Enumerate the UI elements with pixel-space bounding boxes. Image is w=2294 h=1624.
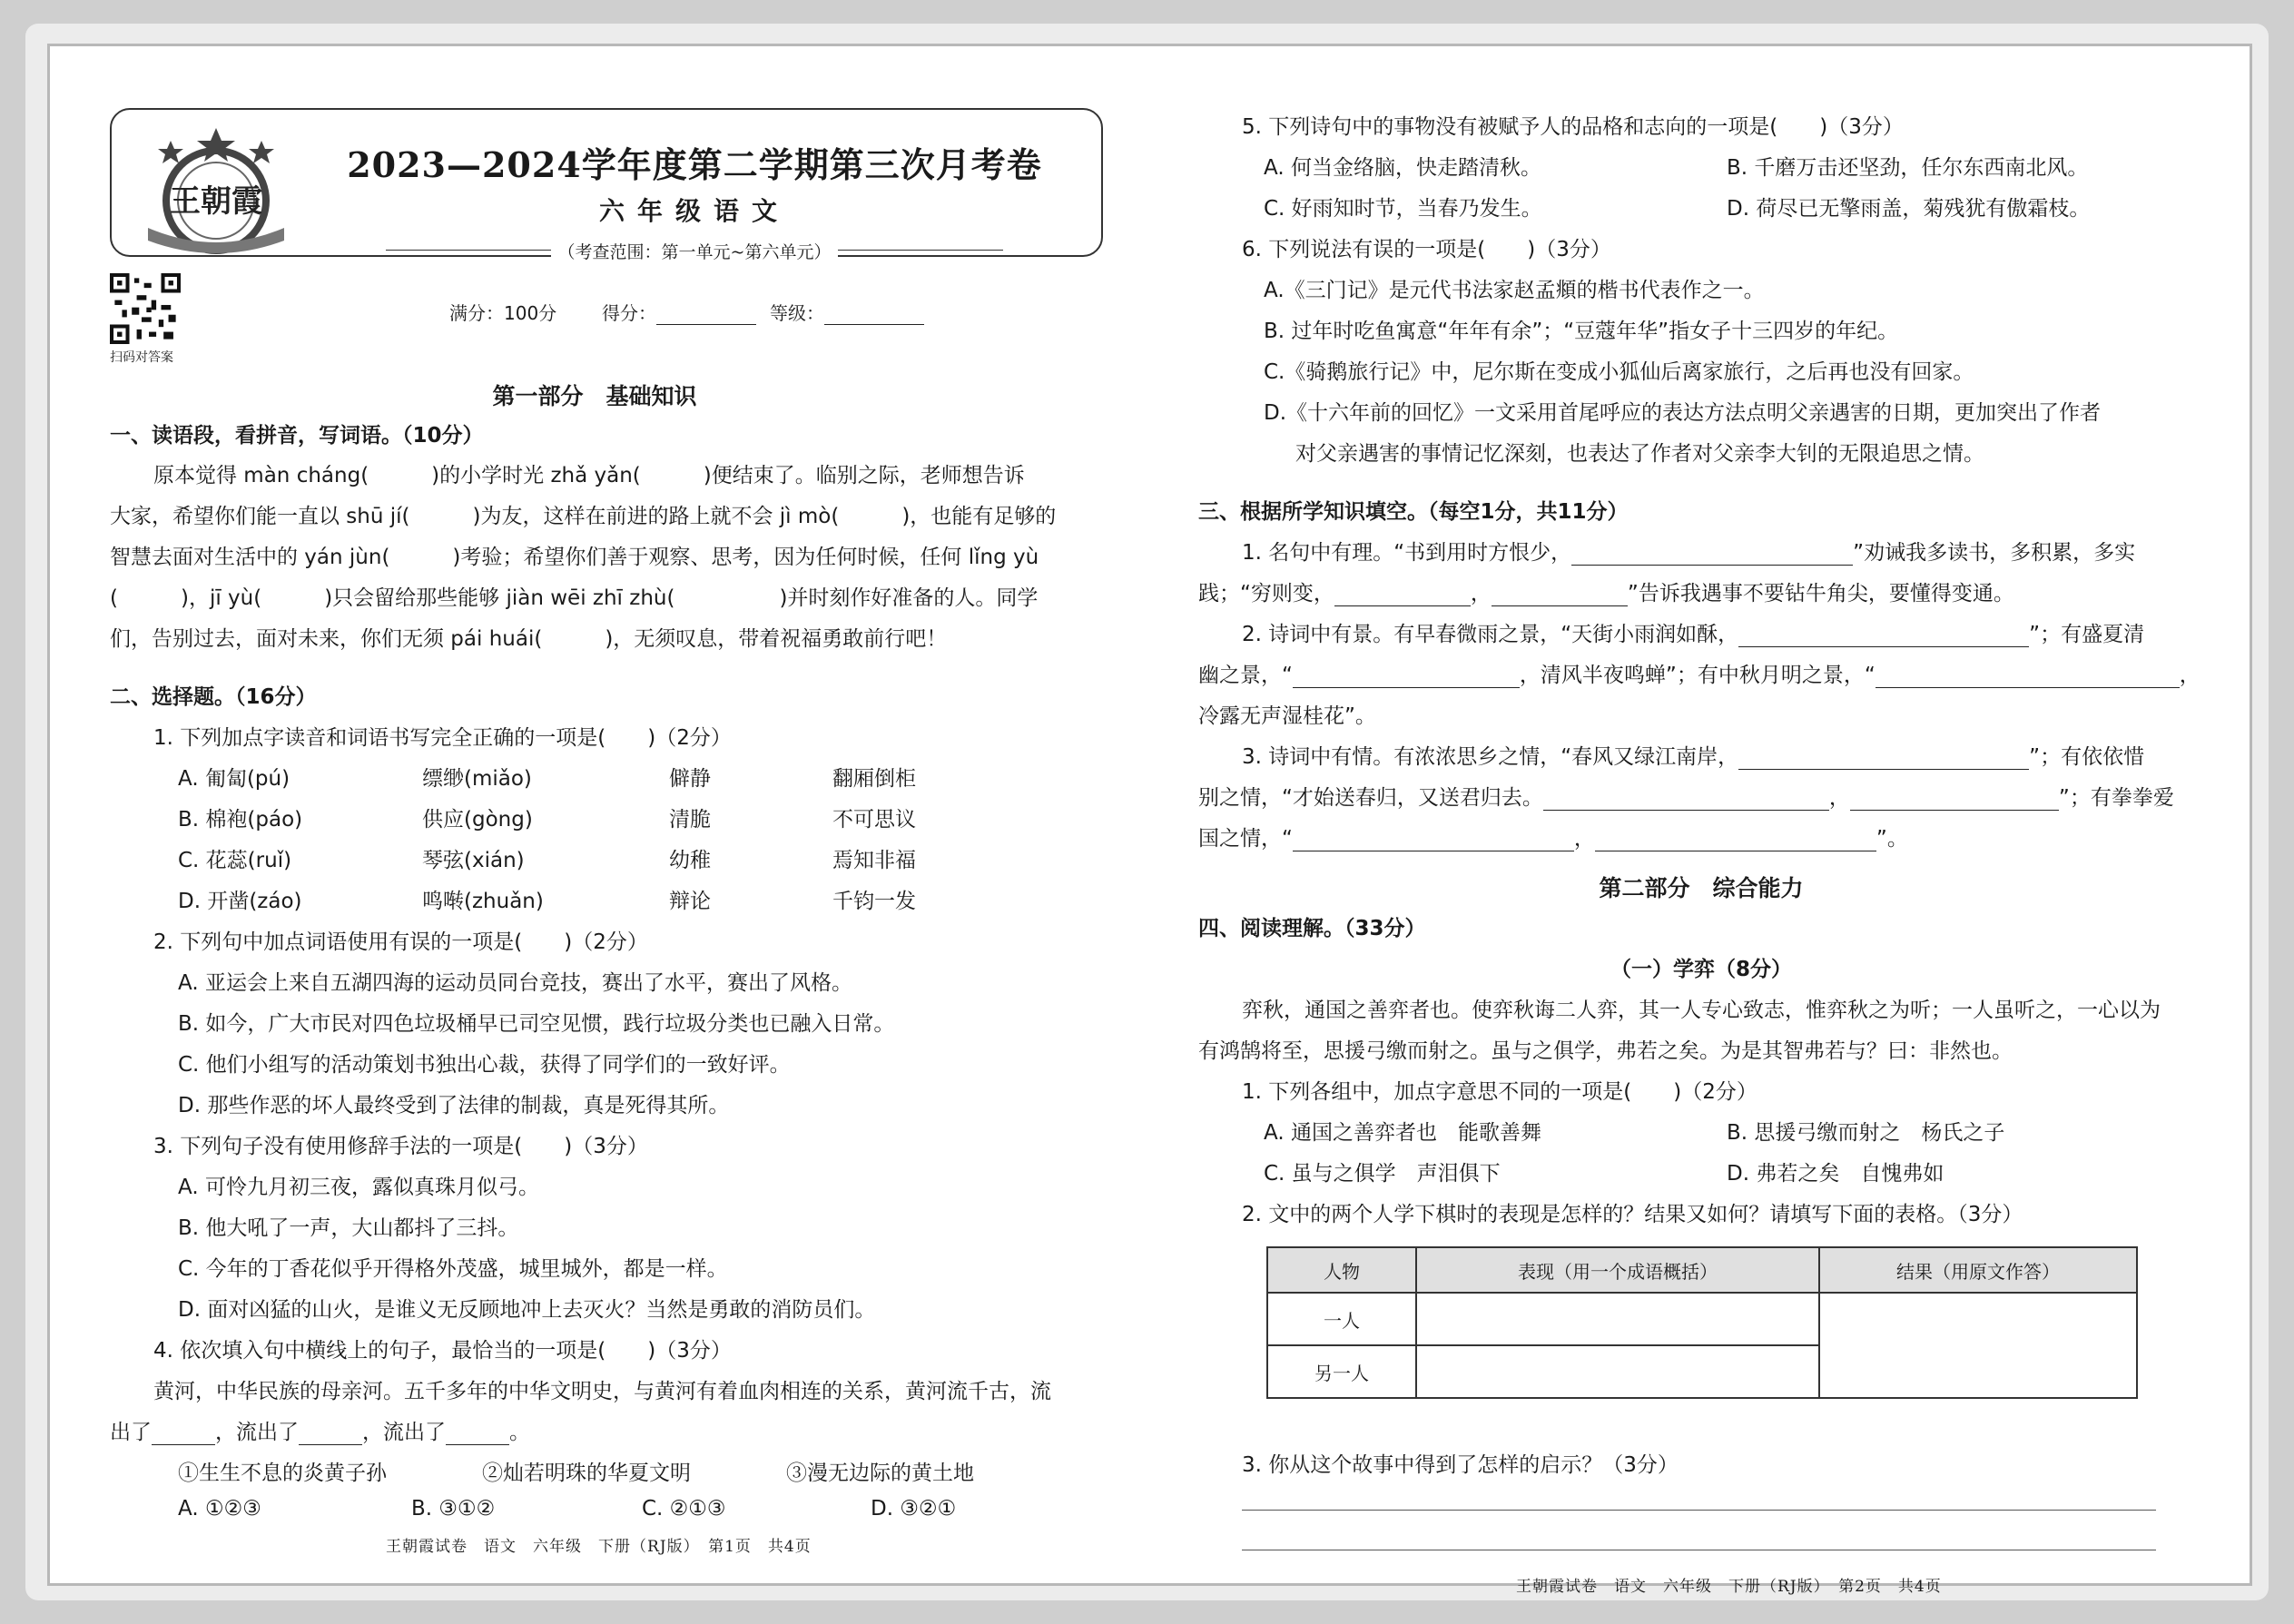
q1-option-a-2: 缥缈(miǎo) xyxy=(422,767,532,791)
q4-choice-b: B. ③①② xyxy=(411,1497,496,1521)
q1-option-d-3: 辩论 xyxy=(669,890,711,913)
q4-text-2: 出了 ，流出了 ，流出了 。 xyxy=(110,1421,530,1444)
exam-subtitle: 六年级语文 xyxy=(598,196,790,226)
fill-2-line-3: 冷露无声湿桂花”。 xyxy=(1198,704,1376,728)
q6-option-b: B. 过年时吃鱼寓意“年年有余”；“豆蔻年华”指女子十三四岁的年纪。 xyxy=(1264,320,1899,343)
q5-option-c: C. 好雨知时节，当春乃发生。 xyxy=(1264,197,1542,221)
exam-scope: （考查范围：第一单元~第六单元） xyxy=(295,239,1094,263)
fill-3-line-1: 3. 诗词中有情。有浓浓思乡之情，“春风又绿江南岸， ”；有依依惜 xyxy=(1242,745,2145,769)
pinyin-line-4: ( )，jī yù( )只会留给那些能够 jiàn wēi zhī zhù( )并时刻作好准备的人。同学 xyxy=(110,586,1039,610)
answer-table xyxy=(1266,1246,2138,1399)
grade-label: 等级： xyxy=(770,299,924,325)
question-1: 1. 下列加点字读音和词语书写完全正确的一项是( )（2分） xyxy=(153,726,732,750)
q1-option-c-1: C. 花蕊(ruǐ) xyxy=(178,849,292,872)
question-2: 2. 下列句中加点词语使用有误的一项是( )（2分） xyxy=(153,930,648,954)
question-4: 4. 依次填入句中横线上的句子，最恰当的一项是( )（3分） xyxy=(153,1339,732,1363)
rq1-option-a: A. 通国之善弈者也 能歌善舞 xyxy=(1264,1121,1541,1145)
q1-option-b-2: 供应(gòng) xyxy=(422,808,533,832)
reading-question-2: 2. 文中的两个人学下棋时的表现是怎样的？结果又如何？请填写下面的表格。（3分） xyxy=(1242,1203,2023,1226)
q4-option-1: ①生生不息的炎黄子孙 xyxy=(178,1462,387,1485)
question-5: 5. 下列诗句中的事物没有被赋予人的品格和志向的一项是( )（3分） xyxy=(1242,115,1904,139)
q1-option-a-4: 翻厢倒柜 xyxy=(832,767,916,791)
table-row-label-2: 另一人 xyxy=(1267,1345,1416,1398)
table-cell-result[interactable] xyxy=(1819,1293,2137,1398)
q3-option-b: B. 他大吼了一声，大山都抖了三抖。 xyxy=(178,1216,519,1240)
fill-2-line-1: 2. 诗词中有景。有早春微雨之景，“天街小雨润如酥， ”；有盛夏清 xyxy=(1242,623,2145,646)
q6-option-c: C.《骑鹅旅行记》中，尼尔斯在变成小狐仙后离家旅行，之后再也没有回家。 xyxy=(1264,360,1974,384)
rq1-option-b: B. 思援弓缴而射之 杨氏之子 xyxy=(1727,1121,2005,1145)
rq1-option-d: D. 弗若之矣 自愧弗如 xyxy=(1727,1162,1944,1186)
table-row-label-1: 一人 xyxy=(1267,1293,1416,1345)
table-cell-performance-2[interactable] xyxy=(1416,1345,1819,1398)
table-header-result: 结果（用原文作答） xyxy=(1819,1247,2137,1293)
q1-option-d-1: D. 开凿(záo) xyxy=(178,890,302,913)
score-label: 得分： xyxy=(602,299,756,325)
q3-option-c: C. 今年的丁香花似乎开得格外茂盛，城里城外，都是一样。 xyxy=(178,1257,728,1281)
reading1-title: （一）学弈（8分） xyxy=(1610,958,1792,981)
q2-option-a: A. 亚运会上来自五湖四海的运动员同台竞技，赛出了水平，赛出了风格。 xyxy=(178,971,852,995)
q1-option-b-1: B. 棉袍(páo) xyxy=(178,808,303,832)
q3-option-a: A. 可怜九月初三夜，露似真珠月似弓。 xyxy=(178,1176,539,1199)
qr-label: 扫码对答案 xyxy=(110,350,173,365)
table-header-person: 人物 xyxy=(1267,1247,1416,1293)
qr-code-icon xyxy=(110,273,181,344)
fill-2-line-2: 幽之景，“ ，清风半夜鸣蝉”；有中秋月明之景，“ ， xyxy=(1198,664,2200,687)
reading1-text-2: 有鸿鹄将至，思援弓缴而射之。虽与之俱学，弗若之矣。为是其智弗若与？曰：非然也。 xyxy=(1198,1039,2013,1063)
q4-choice-d: D. ③②① xyxy=(871,1497,957,1521)
svg-text:王朝霞: 王朝霞 xyxy=(170,183,262,220)
q6-option-d-2: 对父亲遇害的事情记忆深刻，也表达了作者对父亲李大钊的无限追思之情。 xyxy=(1295,442,1984,466)
logo-seal-icon xyxy=(130,121,302,257)
pinyin-line-5: 们，告别过去，面对未来，你们无须 pái huái( )，无须叹息，带着祝福勇敢前行吧！ xyxy=(110,627,948,651)
answer-line-1[interactable] xyxy=(1242,1510,2156,1511)
q5-option-b: B. 千磨万击还坚劲，任尔东西南北风。 xyxy=(1727,156,2089,180)
footer-page-1: 王朝霞试卷 语文 六年级 下册（RJ版） 第1页 共4页 xyxy=(386,1538,812,1556)
q1-option-d-2: 鸣啭(zhuǎn) xyxy=(422,890,544,913)
q1-option-c-3: 幼稚 xyxy=(669,849,711,872)
page-1 xyxy=(50,46,1139,1583)
page-2 xyxy=(1153,46,2250,1596)
q1-option-b-3: 清脆 xyxy=(669,808,711,832)
q2-option-d: D. 那些作恶的坏人最终受到了法律的制裁，真是死得其所。 xyxy=(178,1094,730,1117)
section1-heading: 一、读语段，看拼音，写词语。（10分） xyxy=(110,424,484,448)
pinyin-line-3: 智慧去面对生活中的 yán jùn( )考验；希望你们善于观察、思考，因为任何时候，任何 lǐng yù xyxy=(110,546,1039,569)
q1-option-a-3: 僻静 xyxy=(669,767,711,791)
fill-1-line-1: 1. 名句中有理。“书到用时方恨少， ”劝诫我多读书，多积累，多实 xyxy=(1242,541,2136,565)
q1-option-c-4: 焉知非福 xyxy=(832,849,916,872)
q1-option-b-4: 不可思议 xyxy=(832,808,916,832)
section3-heading: 三、根据所学知识填空。（每空1分，共11分） xyxy=(1198,500,1629,524)
q1-option-c-2: 琴弦(xián) xyxy=(422,849,525,872)
q4-text-1: 黄河，中华民族的母亲河。五千多年的中华文明史，与黄河有着血肉相连的关系，黄河流千古，流 xyxy=(153,1380,1051,1403)
q6-option-a: A.《三门记》是元代书法家赵孟頫的楷书代表作之一。 xyxy=(1264,279,1765,302)
q5-option-d: D. 荷尽已无擎雨盖，菊残犹有傲霜枝。 xyxy=(1727,197,2091,221)
table-header-performance: 表现（用一个成语概括） xyxy=(1416,1247,1819,1293)
q3-option-d: D. 面对凶猛的山火，是谁义无反顾地冲上去灭火？当然是勇敢的消防员们。 xyxy=(178,1298,876,1322)
section4-heading: 四、阅读理解。（33分） xyxy=(1198,917,1426,940)
part1-heading: 第一部分 基础知识 xyxy=(492,383,697,409)
q2-option-b: B. 如今，广大市民对四色垃圾桶早已司空见惯，践行垃圾分类也已融入日常。 xyxy=(178,1012,895,1036)
table-cell-performance-1[interactable] xyxy=(1416,1293,1819,1345)
exam-paper xyxy=(47,44,2252,1596)
reading1-text-1: 弈秋，通国之善弈者也。使弈秋诲二人弈，其一人专心致志，惟弈秋之为听；一人虽听之，一心以为 xyxy=(1242,999,2161,1022)
q5-option-a: A. 何当金络脑，快走踏清秋。 xyxy=(1264,156,1541,180)
rq1-option-c: C. 虽与之俱学 声泪俱下 xyxy=(1264,1162,1501,1186)
pinyin-line-2: 大家，希望你们能一直以 shū jí( )为友，这样在前进的路上就不会 jì mò( )，也能有足够的 xyxy=(110,505,1057,528)
question-6: 6. 下列说法有误的一项是( )（3分） xyxy=(1242,238,1611,261)
exam-title: 2023—2024学年度第二学期第三次月考卷 xyxy=(347,144,1042,185)
part2-heading: 第二部分 综合能力 xyxy=(1599,875,1804,901)
reading-question-3: 3. 你从这个故事中得到了怎样的启示？（3分） xyxy=(1242,1453,1679,1477)
reading-question-1: 1. 下列各组中，加点字意思不同的一项是( )（2分） xyxy=(1242,1080,1757,1104)
pinyin-line-1: 原本觉得 màn cháng( )的小学时光 zhǎ yǎn( )便结束了。临别之际，老师想告诉 xyxy=(153,464,1025,487)
section2-heading: 二、选择题。（16分） xyxy=(110,685,317,709)
q4-choice-a: A. ①②③ xyxy=(178,1497,261,1521)
q1-option-d-4: 千钧一发 xyxy=(832,890,916,913)
fill-3-line-2: 别之情，“才始送春归，又送君归去。 ， ”；有拳拳爱 xyxy=(1198,786,2174,810)
q4-choice-c: C. ②①③ xyxy=(642,1497,726,1521)
footer-page-2: 王朝霞试卷 语文 六年级 下册（RJ版） 第2页 共4页 xyxy=(1516,1578,1942,1596)
q4-option-3: ③漫无边际的黄土地 xyxy=(786,1462,974,1485)
fill-1-line-2: 践；“穷则变， ， ”告诉我遇事不要钻牛角尖，要懂得变通。 xyxy=(1198,582,2014,605)
q2-option-c: C. 他们小组写的活动策划书独出心裁，获得了同学们的一致好评。 xyxy=(178,1053,791,1077)
q4-option-2: ②灿若明珠的华夏文明 xyxy=(482,1462,691,1485)
fill-3-line-3: 国之情，“ ， ”。 xyxy=(1198,827,1908,851)
full-score: 满分：100分 xyxy=(449,302,557,324)
question-3: 3. 下列句子没有使用修辞手法的一项是( )（3分） xyxy=(153,1135,648,1158)
q1-option-a-1: A. 匍匐(pú) xyxy=(178,767,290,791)
q6-option-d-1: D.《十六年前的回忆》一文采用首尾呼应的表达方法点明父亲遇害的日期，更加突出了作者 xyxy=(1264,401,2102,425)
